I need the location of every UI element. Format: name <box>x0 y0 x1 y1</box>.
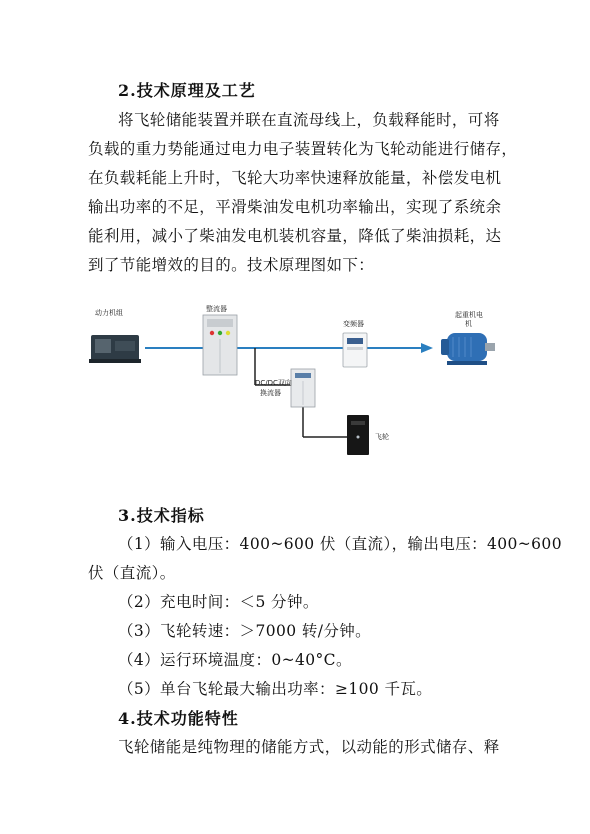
spec-item: （1）输入电压：400~600 伏（直流），输出电压：400~600 <box>118 535 562 553</box>
section2-line: 输出功率的不足，平滑柴油发电机功率输出，实现了系统余 <box>88 198 502 216</box>
flywheel-icon <box>347 415 369 455</box>
section2-line: 将飞轮储能装置并联在直流母线上，负载释能时，可将 <box>118 111 500 129</box>
spec-item-continued: 伏（直流）。 <box>88 564 176 582</box>
crane-motor-label: 机 <box>465 320 472 328</box>
spec-item: （2）充电时间：＜5 分钟。 <box>118 593 319 611</box>
flywheel-label: 飞轮 <box>375 433 389 441</box>
rectifier-icon <box>203 315 237 375</box>
technical-principle-diagram <box>85 295 525 460</box>
spec-item: （3）飞轮转速：＞7000 转/分钟。 <box>118 622 372 640</box>
inverter-icon <box>343 333 367 367</box>
crane-motor-icon <box>441 333 495 365</box>
bus-arrowhead <box>421 343 433 353</box>
converter-label: DC/DC双向 <box>255 379 292 387</box>
converter-label: 换流器 <box>260 389 281 397</box>
spec-item: （5）单台飞轮最大输出功率：≥100 千瓦。 <box>118 680 433 698</box>
section2-line: 负载的重力势能通过电力电子装置转化为飞轮动能进行储存， <box>88 140 518 158</box>
inverter-label: 变频器 <box>343 320 364 328</box>
section3-heading: 3.技术指标 <box>118 506 205 525</box>
section2-line: 在负载耗能上升时，飞轮大功率快速释放能量，补偿发电机 <box>88 169 502 187</box>
rectifier-label: 整流器 <box>206 305 227 313</box>
section4-line: 飞轮储能是纯物理的储能方式，以动能的形式储存、释 <box>118 738 500 756</box>
spec-item: （4）运行环境温度：0~40°C。 <box>118 651 352 669</box>
section2-line: 能利用，减小了柴油发电机装机容量，降低了柴油损耗，达 <box>88 227 502 245</box>
dcdc-converter-icon <box>291 369 315 407</box>
generator-icon <box>89 335 141 363</box>
section2-line: 到了节能增效的目的。技术原理图如下： <box>88 256 375 274</box>
section2-heading: 2.技术原理及工艺 <box>118 81 256 100</box>
generator-label: 动力机组 <box>95 309 123 317</box>
crane-motor-label: 起重机电 <box>455 311 483 319</box>
section4-heading: 4.技术功能特性 <box>118 709 239 728</box>
